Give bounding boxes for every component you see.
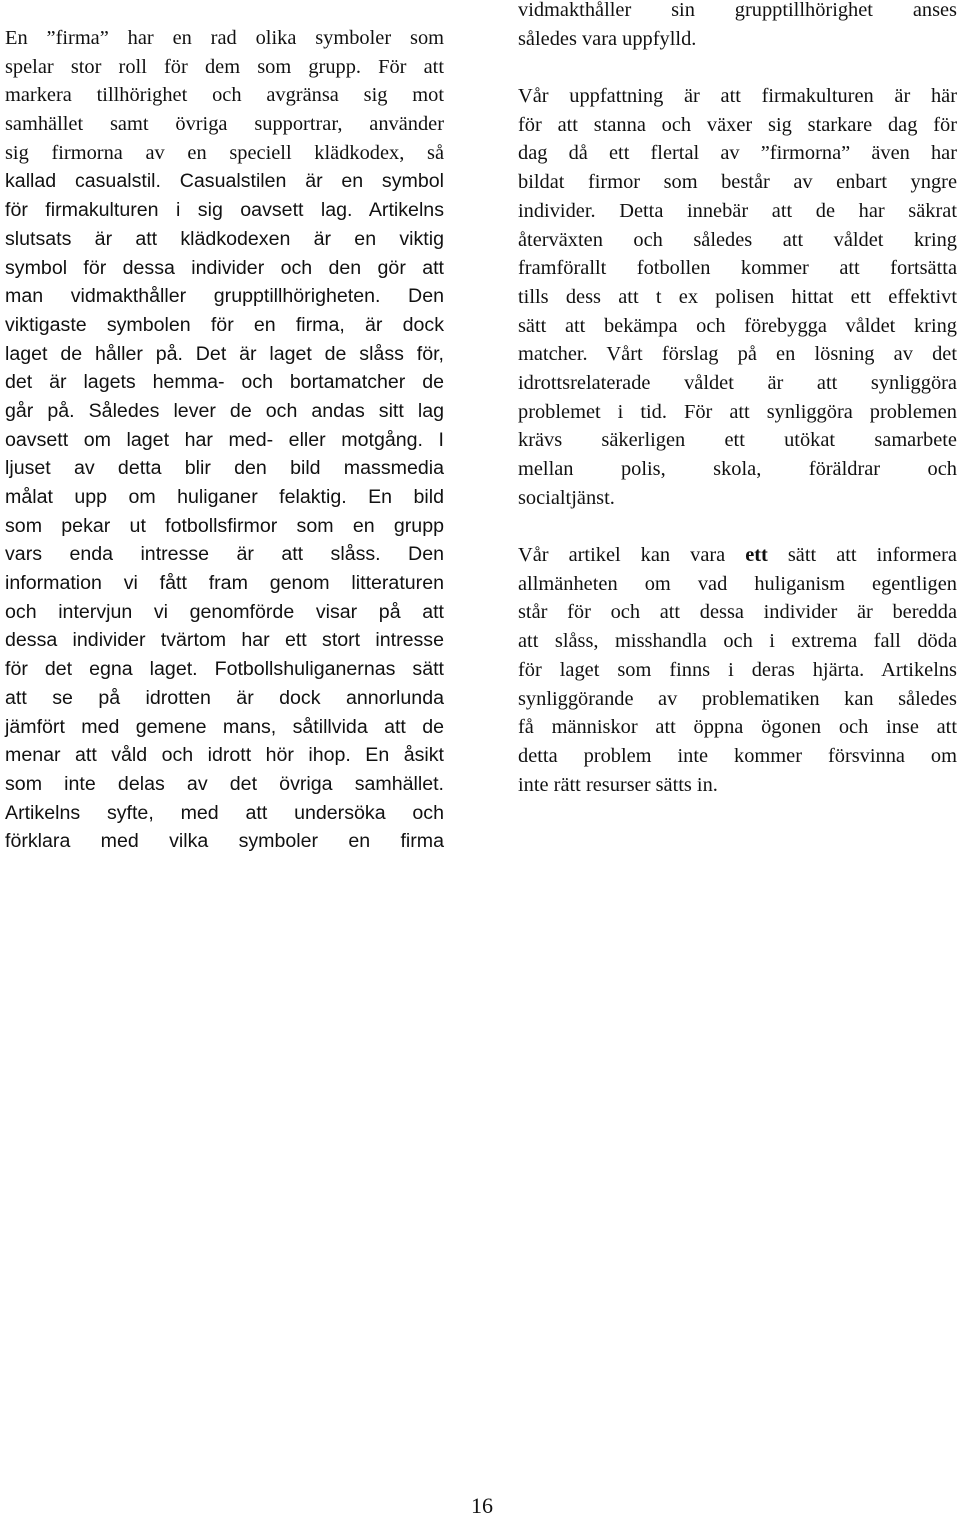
text-line: jämfört med gemene mans, såtillvida att de bbox=[5, 715, 444, 738]
text-line: markera tillhörighet och avgränsa sig mot bbox=[5, 84, 444, 107]
emphasized-word: ett bbox=[745, 544, 768, 567]
text-line: spelar stor roll för dem som grupp. För att bbox=[5, 55, 444, 78]
text-line: menar att våld och idrott hör ihop. En åsikt bbox=[5, 744, 444, 767]
text-line: det är lagets hemma- och bortamatcher de bbox=[5, 371, 444, 394]
right-column bbox=[518, 0, 957, 799]
text-line: man vidmakthåller grupptillhörigheten. Den bbox=[5, 285, 444, 308]
text-line: vars enda intresse är att slåss. Den bbox=[5, 543, 444, 566]
text-line: som inte delas av det övriga samhället. bbox=[5, 772, 444, 795]
text-line: viktigaste symbolen för en firma, är dock bbox=[5, 313, 444, 336]
page-number: 16 bbox=[471, 1493, 493, 1518]
text-line: Vår uppfattning är att firmakulturen är här bbox=[518, 85, 957, 108]
text-line: detta problem inte kommer försvinna om bbox=[518, 744, 957, 767]
text-line: att slåss, misshandla och i extrema fall döda bbox=[518, 630, 957, 653]
paragraph-continued bbox=[518, 570, 957, 800]
text-line bbox=[518, 541, 957, 570]
text-line: laget de håller på. Det är laget de slåss för, bbox=[5, 342, 444, 365]
text-line: tills dess att t ex polisen hittat ett effektivt bbox=[518, 285, 957, 308]
text-line: synliggörande av problematiken kan således bbox=[518, 687, 957, 710]
text-line: för firmakulturen i sig oavsett lag. Artikelns bbox=[5, 199, 444, 222]
text-line: socialtjänst. bbox=[518, 486, 615, 509]
text-line: Artikelns syfte, med att undersöka och bbox=[5, 801, 444, 824]
text-line: återväxten och således att våldet kring bbox=[518, 228, 957, 251]
text-line: att se på idrotten är dock annorlunda bbox=[5, 686, 444, 709]
text-line: samhället samt övriga supportrar, använder bbox=[5, 113, 444, 136]
text-line: sätt att bekämpa och förebygga våldet kring bbox=[518, 314, 957, 337]
text-line: går på. Således lever de och andas sitt lag bbox=[5, 399, 444, 422]
text-line: bildat firmor som består av enbart yngre bbox=[518, 171, 957, 194]
text-line: framförallt fotbollen kommer att fortsätta bbox=[518, 257, 957, 280]
text-line: dessa individer tvärtom har ett stort intresse bbox=[5, 629, 444, 652]
text-line: sig firmorna av en speciell klädkodex, så bbox=[5, 141, 444, 164]
text-line: som pekar ut fotbollsfirmor som en grupp bbox=[5, 514, 444, 537]
text-line: för att stanna och växer sig starkare dag för bbox=[518, 113, 957, 136]
text-line: inte rätt resurser sätts in. bbox=[518, 773, 718, 796]
text-segment: Vår artikel kan vara bbox=[518, 544, 746, 567]
text-line: matcher. Vårt förslag på en lösning av det bbox=[518, 343, 957, 366]
text-line: vidmakthåller sin grupptillhörighet anses bbox=[518, 0, 957, 21]
text-line: och intervjun vi genomförde visar på att bbox=[5, 600, 444, 623]
text-line: målat upp om huliganer felaktig. En bild bbox=[5, 486, 444, 508]
text-line: symbol för dessa individer och den gör att bbox=[5, 256, 444, 279]
text-line: kallad casualstil. Casualstilen är en symbol bbox=[5, 170, 444, 193]
text-line: dag då ett flertal av ”firmorna” även har bbox=[518, 142, 957, 165]
text-line: mellan polis, skola, föräldrar och bbox=[518, 458, 957, 480]
text-line: slutsats är att klädkodexen är en viktig bbox=[5, 227, 444, 250]
text-line: således vara uppfylld. bbox=[518, 27, 697, 50]
text-line: allmänheten om vad huliganism egentligen bbox=[518, 572, 957, 595]
text-line: står för och att dessa individer är beredda bbox=[518, 601, 957, 624]
text-line: information vi fått fram genom litteraturen bbox=[5, 572, 444, 595]
text-line: individer. Detta innebär att de har säkrat bbox=[518, 199, 957, 222]
paragraph-gap bbox=[518, 512, 957, 541]
text-line: oavsett om laget har med- eller motgång. I bbox=[5, 428, 444, 451]
text-line: idrottsrelaterade våldet är att synliggöra bbox=[518, 371, 957, 394]
paragraph-opinion bbox=[518, 82, 957, 512]
text-line: ljuset av detta blir den bild massmedia bbox=[5, 457, 444, 480]
text-line: för det egna laget. Fotbollshuliganernas sätt bbox=[5, 658, 444, 681]
text-line: få människor att öppna ögonen och inse att bbox=[518, 716, 957, 739]
text-line: En ”firma” har en rad olika symboler som bbox=[5, 27, 444, 49]
paragraph-gap bbox=[518, 53, 957, 82]
text-line: krävs säkerligen ett utökat samarbete bbox=[518, 429, 957, 452]
text-segment: sätt att informera bbox=[767, 544, 957, 567]
left-column bbox=[5, 24, 444, 856]
paragraph-article-purpose bbox=[518, 541, 957, 799]
text-line: problemet i tid. För att synliggöra problemen bbox=[518, 400, 957, 423]
text-line: för laget som finns i deras hjärta. Artikelns bbox=[518, 658, 957, 681]
text-line: förklara med vilka symboler en firma bbox=[5, 830, 444, 853]
paragraph-conclusion-end bbox=[518, 0, 957, 53]
